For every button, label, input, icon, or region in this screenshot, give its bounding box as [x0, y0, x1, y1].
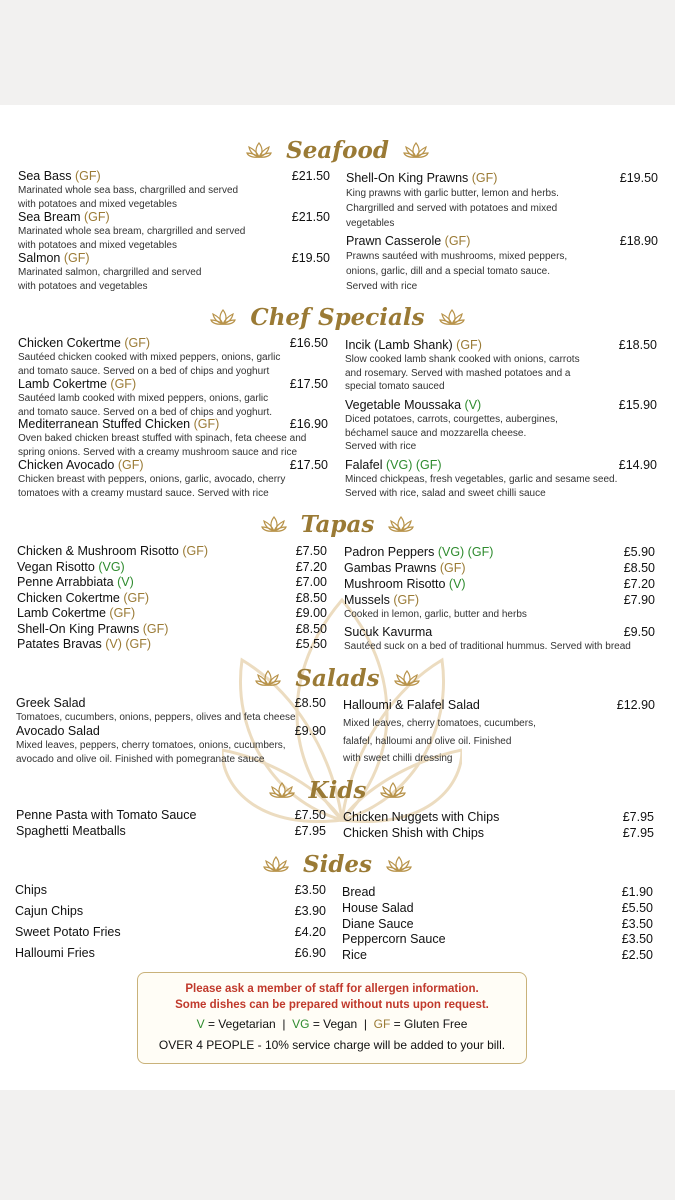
menu-item	[345, 338, 657, 394]
item-name: Mediterranean Stuffed Chicken	[18, 417, 191, 431]
item-tag: (GF)	[124, 336, 150, 350]
menu-item	[18, 336, 328, 378]
item-description: Oven baked chicken breast stuffed with spinach, feta cheese and spring onions. Served with a creamy mushroom sauce and rice	[18, 433, 307, 458]
list-item: Gambas Prawns (GF) £8.50	[344, 561, 655, 575]
list-item: Mussels (GF) £7.90	[344, 593, 655, 607]
item-description: Chicken breast with peppers, onions, garlic, avocado, cherry tomatoes with a creamy mustard sauce. Served with rice	[18, 474, 286, 499]
list-item: Mushroom Risotto (V) £7.20	[344, 577, 655, 591]
item-description: Sautéed chicken cooked with mixed peppers, onions, garlic and tomato sauce. Served on a bed of chips and yoghurt	[18, 352, 281, 377]
item-price: £16.50	[289, 336, 328, 350]
item-tag: (GF)	[110, 377, 137, 391]
item-description: Mixed leaves, cherry tomatoes, cucumbers, falafel, halloumi and olive oil. Finished with sweet chilli dressing	[343, 718, 536, 764]
list-item: Penne Pasta with Tomato Sauce £7.50	[16, 808, 326, 822]
item-price: £12.90	[616, 698, 655, 712]
list-item: Penne Arrabbiata (V) £7.00	[17, 575, 327, 589]
menu-item	[345, 398, 657, 454]
lotus-icon	[269, 781, 295, 799]
sides-heading	[0, 851, 675, 879]
lotus-icon	[263, 855, 289, 873]
kids-list-left	[16, 808, 326, 840]
item-name: Halloumi & Falafel Salad	[343, 698, 480, 712]
allergen-notice	[137, 972, 527, 1064]
lotus-icon	[380, 781, 406, 799]
kids-list-right	[343, 810, 654, 842]
tapas-title: Tapas	[300, 511, 375, 538]
item-tag: (GF)	[75, 169, 101, 183]
item-tag: (GF)	[471, 171, 498, 185]
kids-heading	[0, 777, 675, 805]
list-item: House Salad £5.50	[342, 900, 653, 915]
sides-list-right	[342, 885, 653, 964]
list-item: Chicken Shish with Chips £7.95	[343, 826, 654, 840]
item-name: Sea Bass	[18, 169, 72, 183]
item-price: £14.90	[618, 458, 657, 472]
item-description: Slow cooked lamb shank cooked with onions, carrots and rosemary. Served with mashed potatoes and a special tomato sauced	[345, 354, 580, 392]
item-tag: (V)	[464, 398, 482, 412]
service-charge-line: OVER 4 PEOPLE - 10% service charge will be added to your bill.	[158, 1038, 506, 1052]
menu-item	[343, 698, 655, 768]
item-description: Cooked in lemon, garlic, butter and herbs	[344, 609, 527, 620]
item-tag: (GF)	[444, 234, 471, 248]
list-item: Sweet Potato Fries £4.20	[15, 925, 326, 939]
seafood-heading	[0, 137, 675, 165]
item-price: £8.50	[294, 696, 326, 710]
menu-item	[18, 417, 328, 459]
item-name: Chicken Cokertme	[18, 336, 121, 350]
lotus-icon	[246, 141, 272, 159]
item-description: Marinated salmon, chargrilled and served with potatoes and vegetables	[18, 267, 202, 292]
item-description: Marinated whole sea bass, chargrilled and served with potatoes and mixed vegetables	[18, 185, 239, 210]
item-tag: (VG) (GF)	[386, 458, 442, 472]
menu-item	[16, 696, 326, 725]
item-price: £19.50	[619, 171, 658, 185]
item-price: £18.90	[619, 234, 658, 248]
menu-item	[346, 234, 658, 294]
item-name: Prawn Casserole	[346, 234, 442, 248]
item-name: Lamb Cokertme	[18, 377, 107, 391]
list-item: Sucuk Kavurma £9.50	[344, 624, 655, 639]
lotus-icon	[394, 669, 420, 687]
item-name: Shell-On King Prawns	[346, 171, 469, 185]
item-name: Chicken Avocado	[18, 458, 115, 472]
list-item: Chicken & Mushroom Risotto (GF) £7.50	[17, 544, 327, 558]
lotus-icon	[403, 141, 429, 159]
list-item: Chicken Nuggets with Chips £7.95	[343, 810, 654, 824]
list-item: Lamb Cokertme (GF) £9.00	[17, 606, 327, 620]
lotus-icon	[210, 308, 236, 326]
item-price: £17.50	[289, 458, 328, 472]
tapas-list-right	[344, 545, 655, 653]
lotus-icon	[439, 308, 465, 326]
menu-item	[16, 724, 326, 766]
seafood-title: Seafood	[286, 137, 389, 164]
list-item: Peppercorn Sauce £3.50	[342, 932, 653, 947]
salads-heading	[0, 665, 675, 693]
list-item: Chips £3.50	[15, 883, 326, 897]
lotus-icon	[386, 855, 412, 873]
item-name: Sea Bream	[18, 210, 81, 224]
list-item: Shell-On King Prawns (GF) £8.50	[17, 621, 327, 636]
item-name: Salmon	[18, 251, 61, 265]
menu-page	[0, 105, 675, 1090]
item-description: King prawns with garlic butter, lemon and herbs. Chargrilled and served with potatoes and mixed vegetables	[346, 188, 559, 229]
list-item: Patates Bravas (V) (GF) £5.50	[17, 637, 327, 651]
menu-item	[18, 458, 328, 500]
list-item: Vegan Risotto (VG) £7.20	[17, 559, 327, 574]
item-name: Incik (Lamb Shank)	[345, 338, 453, 352]
item-tag: (GF)	[456, 338, 482, 352]
sides-title: Sides	[302, 851, 372, 878]
menu-item	[18, 377, 328, 419]
chef-specials-title: Chef Specials	[250, 304, 425, 331]
tapas-list-left	[17, 544, 327, 653]
kids-title: Kids	[308, 777, 367, 804]
item-tag: (GF)	[193, 417, 220, 431]
item-description: Prawns sautéed with mushrooms, mixed peppers, onions, garlic, dill and a special tomato sauce. Served with rice	[346, 251, 568, 292]
item-description: Sautéed suck on a bed of traditional hummus. Served with bread	[344, 640, 631, 652]
dietary-legend: V = Vegetarian | VG = Vegan | GF = Gluten Free	[196, 1017, 468, 1031]
item-description: Sautéed lamb cooked with mixed peppers, onions, garlic and tomato sauce. Served on a bed of chips and yoghurt.	[18, 393, 273, 418]
item-tag: (GF)	[117, 458, 144, 472]
list-item: Bread £1.90	[342, 885, 653, 899]
lotus-icon	[255, 669, 281, 687]
menu-item	[346, 171, 658, 231]
allergen-line: Please ask a member of staff for allergen information.	[185, 983, 479, 995]
item-price: £19.50	[291, 251, 330, 265]
item-price: £16.90	[289, 417, 328, 431]
menu-item	[345, 458, 657, 500]
menu-item	[18, 169, 330, 211]
list-item: Spaghetti Meatballs £7.95	[16, 824, 326, 838]
lotus-icon	[261, 515, 287, 533]
item-description: Minced chickpeas, fresh vegetables, garlic and sesame seed. Served with rice, salad and sweet chilli sauce	[345, 474, 618, 499]
item-name: Falafel	[345, 458, 383, 472]
nuts-line: Some dishes can be prepared without nuts upon request.	[175, 999, 489, 1011]
item-description: Marinated whole sea bream, chargrilled and served with potatoes and mixed vegetables	[18, 226, 246, 251]
item-name: Greek Salad	[16, 696, 86, 710]
item-price: £18.50	[618, 338, 657, 352]
item-price: £21.50	[291, 169, 330, 183]
salads-title: Salads	[295, 665, 380, 692]
item-price: £17.50	[289, 377, 328, 391]
item-price: £9.90	[294, 724, 326, 738]
chef-specials-heading	[0, 304, 675, 332]
menu-item	[18, 210, 330, 252]
lotus-icon	[388, 515, 414, 533]
item-tag: (GF)	[84, 210, 110, 224]
list-item: Chicken Cokertme (GF) £8.50	[17, 590, 327, 605]
list-item: Cajun Chips £3.90	[15, 904, 326, 918]
item-name: Avocado Salad	[16, 724, 100, 738]
list-item: Padron Peppers (VG) (GF) £5.90	[344, 545, 655, 559]
item-price: £15.90	[618, 398, 657, 412]
item-description: Mixed leaves, peppers, cherry tomatoes, onions, cucumbers, avocado and olive oil. Finished with pomegranate sauce	[16, 740, 286, 765]
item-price: £21.50	[291, 210, 330, 224]
menu-item	[18, 251, 330, 293]
tapas-heading	[0, 511, 675, 539]
list-item: Rice £2.50	[342, 948, 653, 963]
list-item: Halloumi Fries £6.90	[15, 946, 326, 960]
item-tag: (GF)	[63, 251, 90, 265]
list-item: Diane Sauce £3.50	[342, 916, 653, 931]
item-description: Tomatoes, cucumbers, onions, peppers, olives and feta cheese	[16, 712, 296, 723]
item-name: Vegetable Moussaka	[345, 398, 462, 412]
sides-list-left	[15, 883, 326, 967]
item-description: Diced potatoes, carrots, courgettes, aubergines, béchamel sauce and mozzarella cheese. Served with rice	[345, 414, 558, 452]
